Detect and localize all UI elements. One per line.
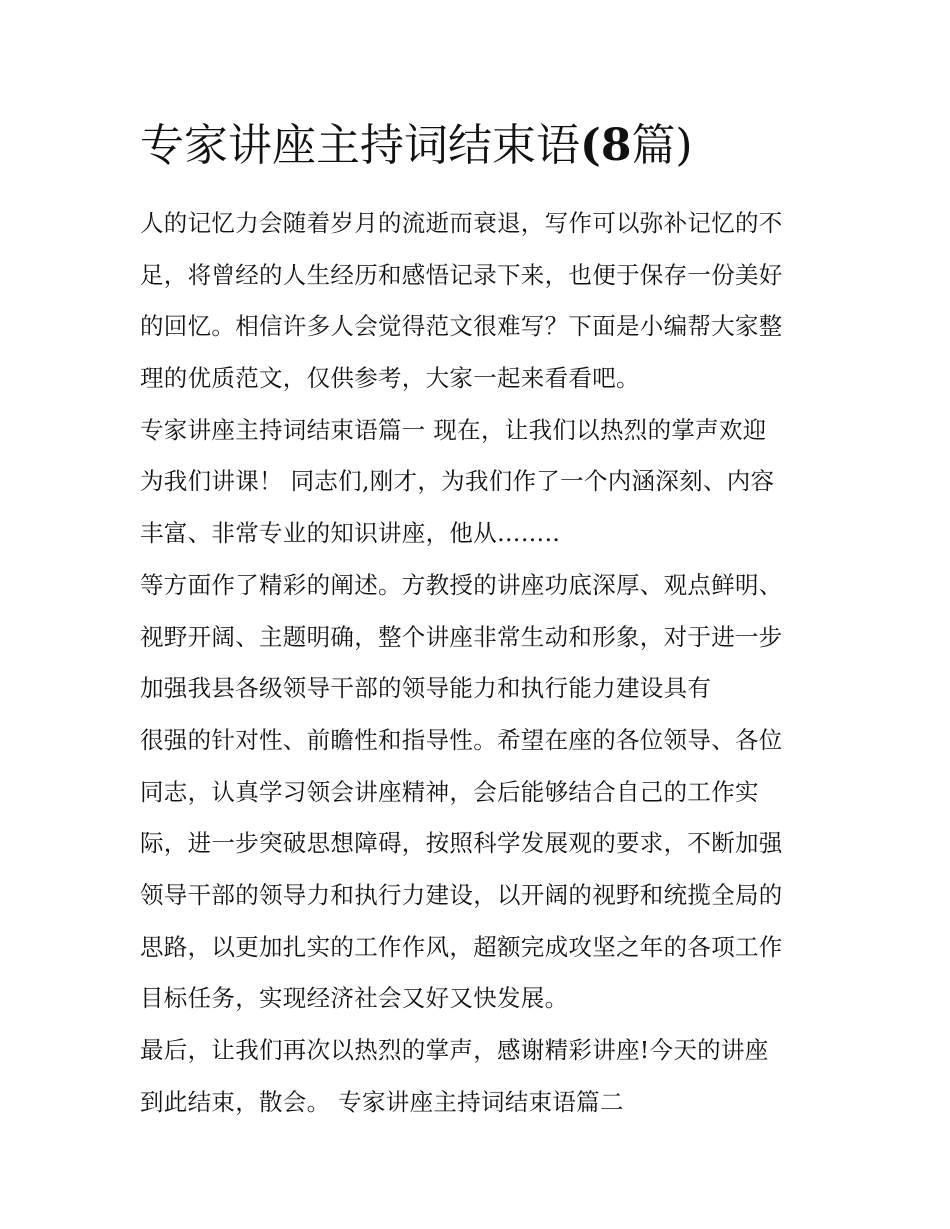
body-line: 等方面作了精彩的阐述。方教授的讲座功底深厚、观点鲜明、 [140, 570, 783, 599]
body-line: 足，将曾经的人生经历和感悟记录下来，也便于保存一份美好 [140, 260, 783, 289]
body-line: 的回忆。相信许多人会觉得范文很难写？下面是小编帮大家整 [140, 312, 783, 341]
body-line: 很强的针对性、前瞻性和指导性。希望在座的各位领导、各位 [140, 725, 783, 754]
body-line: 同志，认真学习领会讲座精神，会后能够结合自己的工作实 [140, 777, 759, 806]
document-title [140, 114, 693, 178]
body-line: 最后，让我们再次以热烈的掌声，感谢精彩讲座!今天的讲座 [140, 1036, 769, 1064]
body-line: 为我们讲课！ 同志们,刚才，为我们作了一个内涵深刻、内容 [140, 467, 775, 496]
body-line: 专家讲座主持词结束语篇一 现在，让我们以热烈的掌声欢迎 [140, 415, 767, 444]
body-line: 际，进一步突破思想障碍，按照科学发展观的要求，不断加强 [140, 829, 783, 858]
title-suffix: 篇) [631, 120, 693, 171]
body-line: 思路，以更加扎实的工作作风，超额完成攻坚之年的各项工作 [140, 932, 783, 961]
body-line: 人的记忆力会随着岁月的流逝而衰退，写作可以弥补记忆的不 [140, 209, 783, 237]
body-line: 加强我县各级领导干部的领导能力和执行能力建设具有 [140, 674, 712, 703]
body-line: 到此结束，散会。 专家讲座主持词结束语篇二 [140, 1087, 624, 1116]
title-text: 专家讲座主持词结束语 [140, 120, 580, 171]
body-line: 视野开阔、主题明确，整个讲座非常生动和形象，对于进一步 [140, 622, 783, 651]
body-line: 领导干部的领导力和执行力建设，以开阔的视野和统揽全局的 [140, 880, 783, 909]
body-line: 理的优质范文，仅供参考，大家一起来看看吧。 [140, 364, 640, 393]
body-line: 目标任务，实现经济社会又好又快发展。 [140, 984, 569, 1013]
title-number: (8 [580, 120, 632, 171]
body-line: 丰富、非常专业的知识讲座，他从…….. [140, 519, 561, 548]
document-body [140, 198, 820, 1128]
